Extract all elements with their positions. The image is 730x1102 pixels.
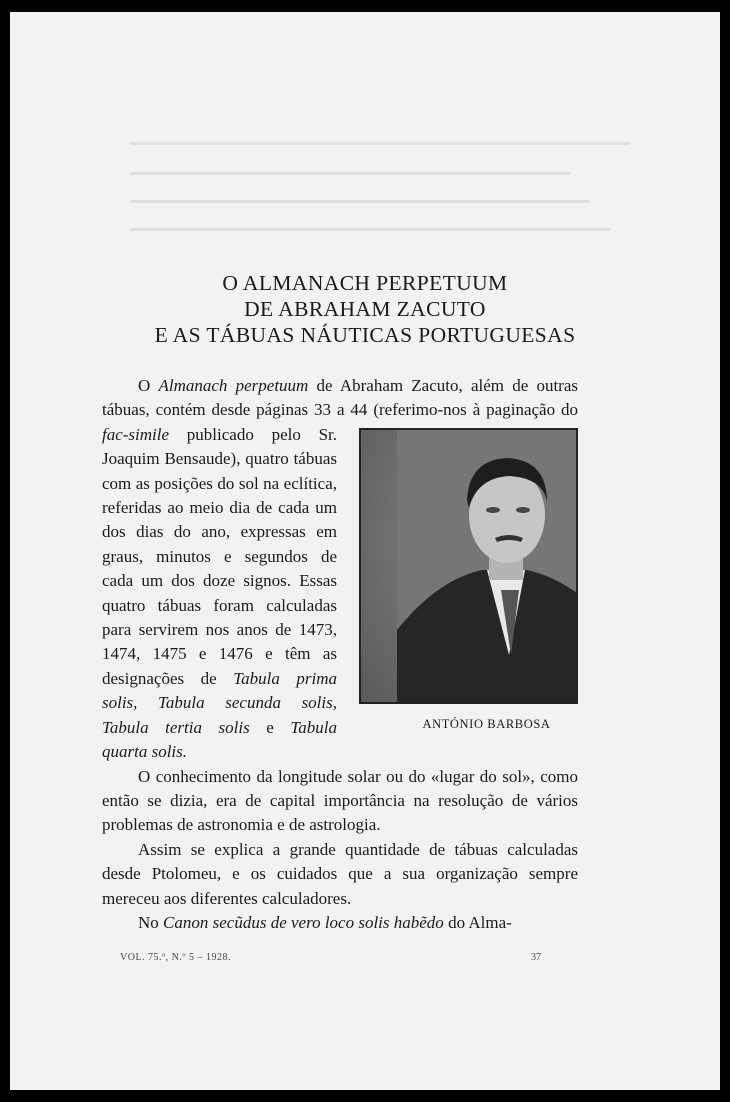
italic-run: Almanach perpetuum — [158, 376, 309, 395]
bleed-through-line — [130, 172, 570, 175]
text-run: O — [138, 376, 159, 395]
paragraph-2: O conhecimento da longitude solar ou do «lugar do sol», como então se dizia, era de capital importância na resolução de vários problemas de astronomia e de astrologia. — [102, 766, 578, 835]
title-line-2: DE ABRAHAM ZACUTO — [244, 297, 486, 321]
text-run: de Abraham Zacuto, além de outras tábuas, contém desde páginas 33 a 44 (referimo-nos à paginação do — [102, 376, 578, 420]
bleed-through-line — [130, 142, 630, 145]
paragraph-3: Assim se explica a grande quantidade de tábuas calculadas desde Ptolomeu, e os cuidados que a sua organização sempre mereceu aos diferentes calculadores. — [102, 839, 578, 908]
bleed-through-line — [130, 200, 590, 203]
text-run: e — [249, 717, 291, 737]
article-body — [102, 374, 578, 935]
document-page — [10, 12, 720, 1090]
paragraph-4 — [102, 911, 578, 935]
title-line-3: E AS TÁBUAS NÁUTICAS PORTUGUESAS — [154, 323, 576, 347]
portrait-photo — [359, 428, 578, 704]
portrait-caption: ANTÓNIO BARBOSA — [422, 716, 551, 731]
bleed-through-line — [130, 228, 610, 231]
volume-footer: VOL. 75.º, N.º 5 – 1928. — [120, 952, 231, 963]
text-run: No — [138, 912, 164, 932]
portrait-image — [397, 430, 578, 702]
italic-run: Tabula prima solis, Tabula secunda solis, Tabula tertia solis — [102, 668, 337, 737]
page-number: 37 — [531, 952, 541, 963]
portrait-figure — [349, 428, 578, 732]
title-line-1: O ALMANACH PERPETUUM — [222, 271, 508, 295]
text-run: do Alma- — [443, 912, 512, 932]
italic-run: Tabula quarta solis. — [102, 717, 337, 762]
text-run: publicado pelo Sr. Joaquim Bensaude), quatro tábuas com as posições do sol na eclítica, referidas ao meio dia de cada um dos dias do ano, expressas em graus, minutos e segundos de cada um dos doze signos. Essas quatro tábuas foram calculadas para servirem nos anos de 1473, 1474, 1475 e 1476 e têm as designações de — [102, 424, 337, 688]
paragraph-1 — [102, 374, 578, 765]
article-title — [10, 270, 720, 348]
italic-run: fac-simile — [102, 424, 170, 444]
italic-run: Canon secũdus de vero loco solis habẽdo — [163, 912, 444, 932]
